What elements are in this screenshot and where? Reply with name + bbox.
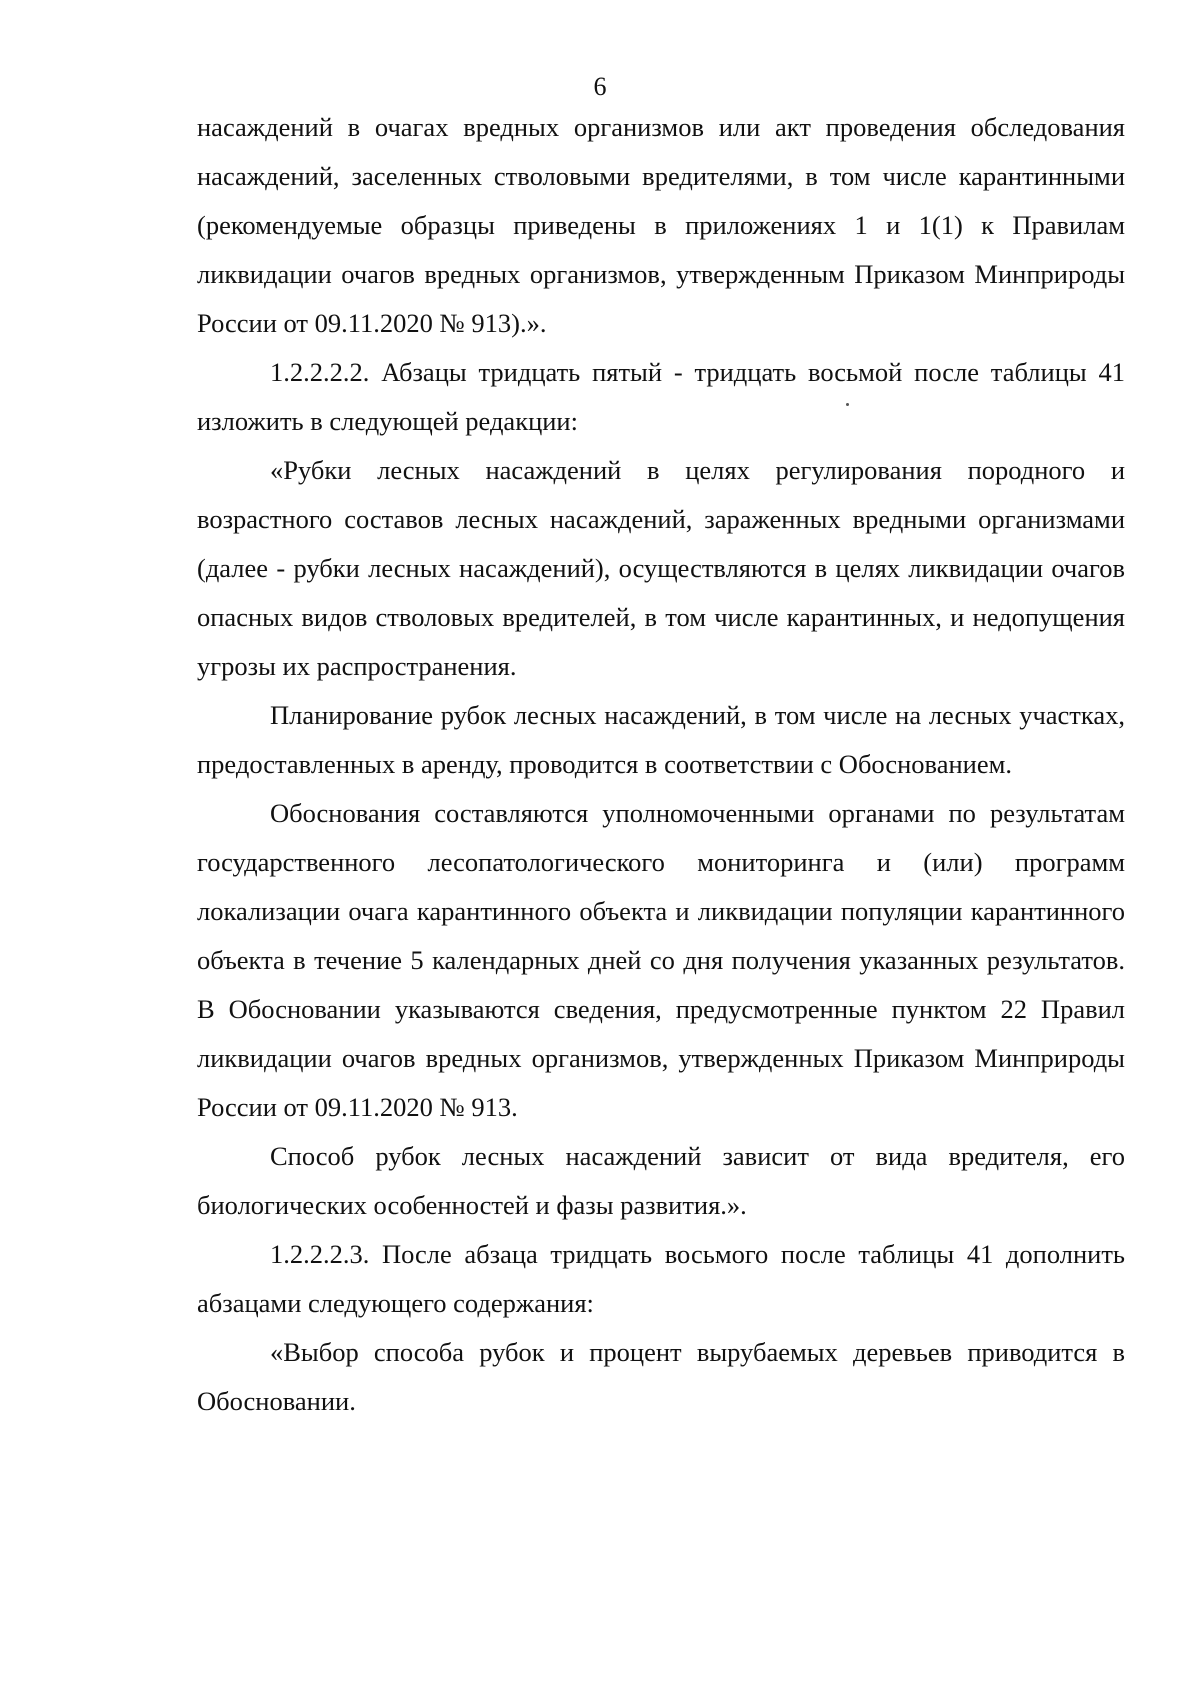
paragraph-felling-purpose: «Рубки лесных насаждений в целях регулирования породного и возрастного составов лесных насаждений, зараженных вредными организмами (далее - рубки лесных насаждений), осуществляются в целях ликвидации очагов опасных видов стволовых вредителей, в том числе карантинных, и недопущения угрозы их распространения. [197,455,1125,681]
paragraph-felling-planning: Планирование рубок лесных насаждений, в том числе на лесных участках, предоставленных в аренду, проводится в соответствии с Обоснованием. [197,700,1125,779]
paragraph-clause-1-2-2-2-2: 1.2.2.2.2. Абзацы тридцать пятый - тридцать восьмой после таблицы 41 изложить в следующей редакции: [197,357,1125,436]
paragraph-continuation: насаждений в очагах вредных организмов или акт проведения обследования насаждений, заселенных стволовыми вредителями, в том числе карантинными (рекомендуемые образцы приведены в приложениях 1 и 1(1) к Правилам ликвидации очагов вредных организмов, утвержденным Приказом Минприроды России от 09.11.2020 № 913).». [197,112,1125,338]
scan-speck [846,403,849,406]
paragraph-method-choice: «Выбор способа рубок и процент вырубаемых деревьев приводится в Обосновании. [197,1337,1125,1416]
paragraph-clause-1-2-2-2-3: 1.2.2.2.3. После абзаца тридцать восьмого после таблицы 41 дополнить абзацами следующего содержания: [197,1239,1125,1318]
paragraph-justification: Обоснования составляются уполномоченными органами по результатам государственного лесопатологического мониторинга и (или) программ локализации очага карантинного объекта и ликвидации популяции карантинного объекта в течение 5 календарных дней со дня получения указанных результатов. В Обосновании указываются сведения, предусмотренные пунктом 22 Правил ликвидации очагов вредных организмов, утвержденных Приказом Минприроды России от 09.11.2020 № 913. [197,798,1125,1122]
document-body [197,103,1125,1426]
page-number: 6 [593,72,607,101]
paragraph-felling-method: Способ рубок лесных насаждений зависит от вида вредителя, его биологических особенностей и фазы развития.». [197,1141,1125,1220]
